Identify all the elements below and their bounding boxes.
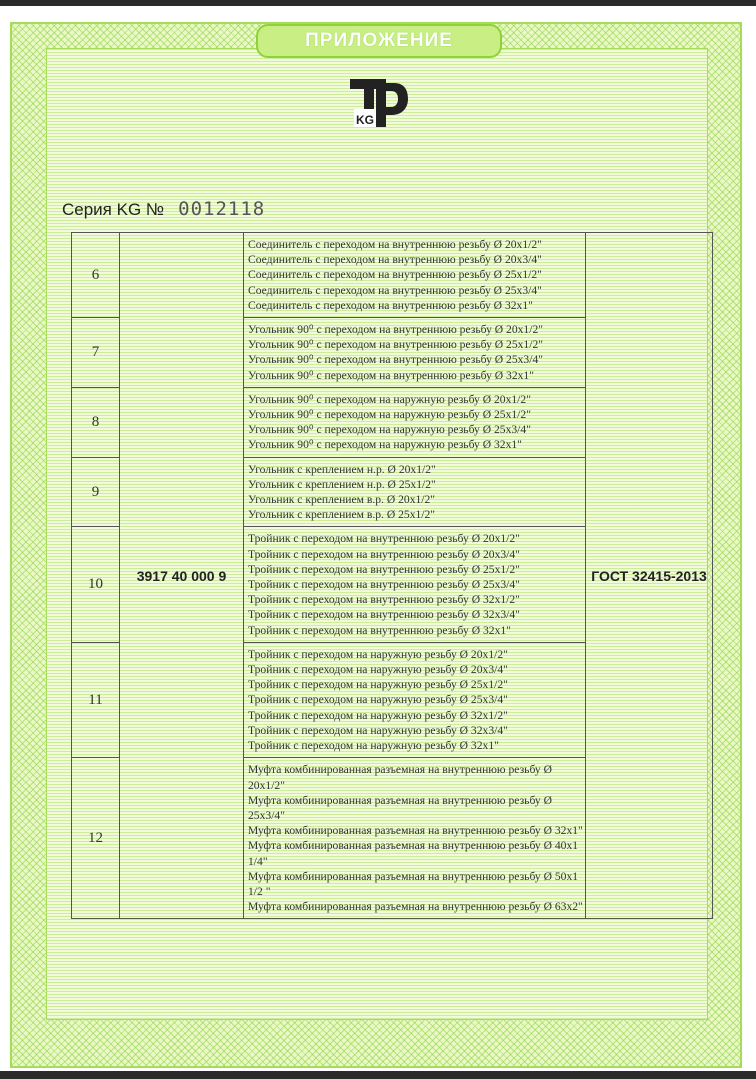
product-list <box>244 318 586 388</box>
product-item: Муфта комбинированная разъемная на внутреннюю резьбу Ø 25x3/4" <box>248 793 552 822</box>
tn-ved-code: 3917 40 000 9 <box>120 233 244 919</box>
product-item: Тройник с переходом на наружную резьбу Ø 32x3/4" <box>248 723 508 737</box>
row-number: 6 <box>72 233 120 318</box>
product-table <box>71 232 713 919</box>
product-item: Тройник с переходом на внутреннюю резьбу Ø 20x3/4" <box>248 547 520 561</box>
product-item: Угольник с креплением н.р. Ø 20x1/2" <box>248 462 436 476</box>
row-number: 12 <box>72 758 120 919</box>
product-item: Тройник с переходом на наружную резьбу Ø 32x1" <box>248 739 499 753</box>
product-item: Муфта комбинированная разъемная на внутреннюю резьбу Ø 20x1/2" <box>248 763 552 792</box>
product-item: Угольник с креплением в.р. Ø 20x1/2" <box>248 493 436 507</box>
tp-kg-logo <box>350 75 408 131</box>
product-item: Тройник с переходом на внутреннюю резьбу Ø 32x3/4" <box>248 608 520 622</box>
product-list <box>244 387 586 457</box>
product-item: Муфта комбинированная разъемная на внутреннюю резьбу Ø 63x2" <box>248 900 583 914</box>
row-number: 8 <box>72 387 120 457</box>
product-item: Тройник с переходом на внутреннюю резьбу Ø 32x1/2" <box>248 593 520 607</box>
product-item: Соединитель с переходом на внутреннюю резьбу Ø 25x1/2" <box>248 268 542 282</box>
product-item: Соединитель с переходом на внутреннюю резьбу Ø 20x3/4" <box>248 253 542 267</box>
product-item: Тройник с переходом на наружную резьбу Ø 32x1/2" <box>248 708 508 722</box>
product-list <box>244 758 586 919</box>
product-item: Угольник с креплением н.р. Ø 25x1/2" <box>248 477 436 491</box>
product-item: Муфта комбинированная разъемная на внутреннюю резьбу Ø 40x1 1/4" <box>248 839 579 868</box>
row-number: 9 <box>72 457 120 527</box>
product-list <box>244 527 586 642</box>
product-item: Угольник 90⁰ с переходом на внутреннюю резьбу Ø 32x1" <box>248 368 534 382</box>
bottom-edge <box>0 1071 756 1079</box>
appendix-banner <box>256 24 502 58</box>
product-item: Тройник с переходом на наружную резьбу Ø 25x1/2" <box>248 678 508 692</box>
product-item: Тройник с переходом на внутреннюю резьбу Ø 20x1/2" <box>248 532 520 546</box>
product-item: Угольник 90⁰ с переходом на наружную резьбу Ø 20x1/2" <box>248 392 531 406</box>
top-edge <box>0 0 756 6</box>
product-item: Угольник 90⁰ с переходом на внутреннюю резьбу Ø 25x1/2" <box>248 338 543 352</box>
product-item: Тройник с переходом на наружную резьбу Ø 20x3/4" <box>248 663 508 677</box>
series-line <box>62 198 265 220</box>
row-number: 10 <box>72 527 120 642</box>
product-item: Угольник 90⁰ с переходом на внутреннюю резьбу Ø 20x1/2" <box>248 323 543 337</box>
row-number: 11 <box>72 642 120 757</box>
product-item: Тройник с переходом на наружную резьбу Ø 20x1/2" <box>248 647 508 661</box>
product-item: Муфта комбинированная разъемная на внутреннюю резьбу Ø 50x1 1/2 " <box>248 869 579 898</box>
row-number: 7 <box>72 318 120 388</box>
product-item: Соединитель с переходом на внутреннюю резьбу Ø 20x1/2" <box>248 238 542 251</box>
product-item: Тройник с переходом на внутреннюю резьбу Ø 25x3/4" <box>248 578 520 592</box>
product-list <box>244 233 586 318</box>
logo-text: KG <box>356 113 374 127</box>
appendix-title: ПРИЛОЖЕНИЕ <box>305 30 453 51</box>
product-item: Тройник с переходом на наружную резьбу Ø 25x3/4" <box>248 693 508 707</box>
product-item: Соединитель с переходом на внутреннюю резьбу Ø 25x3/4" <box>248 283 542 297</box>
table-row <box>72 233 713 318</box>
gost-standard: ГОСТ 32415-2013 <box>586 233 713 919</box>
product-item: Тройник с переходом на внутреннюю резьбу Ø 32x1" <box>248 623 511 637</box>
product-item: Угольник 90⁰ с переходом на наружную резьбу Ø 25x3/4" <box>248 423 531 437</box>
series-label: Серия KG № <box>62 200 165 219</box>
product-item: Угольник 90⁰ с переходом на наружную резьбу Ø 32x1" <box>248 438 522 452</box>
product-list <box>244 457 586 527</box>
product-item: Тройник с переходом на внутреннюю резьбу Ø 25x1/2" <box>248 562 520 576</box>
product-item: Угольник 90⁰ с переходом на внутреннюю резьбу Ø 25x3/4" <box>248 353 543 367</box>
series-number: 0012118 <box>178 198 266 220</box>
product-item: Муфта комбинированная разъемная на внутреннюю резьбу Ø 32x1" <box>248 824 583 838</box>
product-item: Соединитель с переходом на внутреннюю резьбу Ø 32x1" <box>248 298 533 312</box>
product-list <box>244 642 586 757</box>
product-item: Угольник 90⁰ с переходом на наружную резьбу Ø 25x1/2" <box>248 408 531 422</box>
product-item: Угольник с креплением в.р. Ø 25x1/2" <box>248 508 436 522</box>
